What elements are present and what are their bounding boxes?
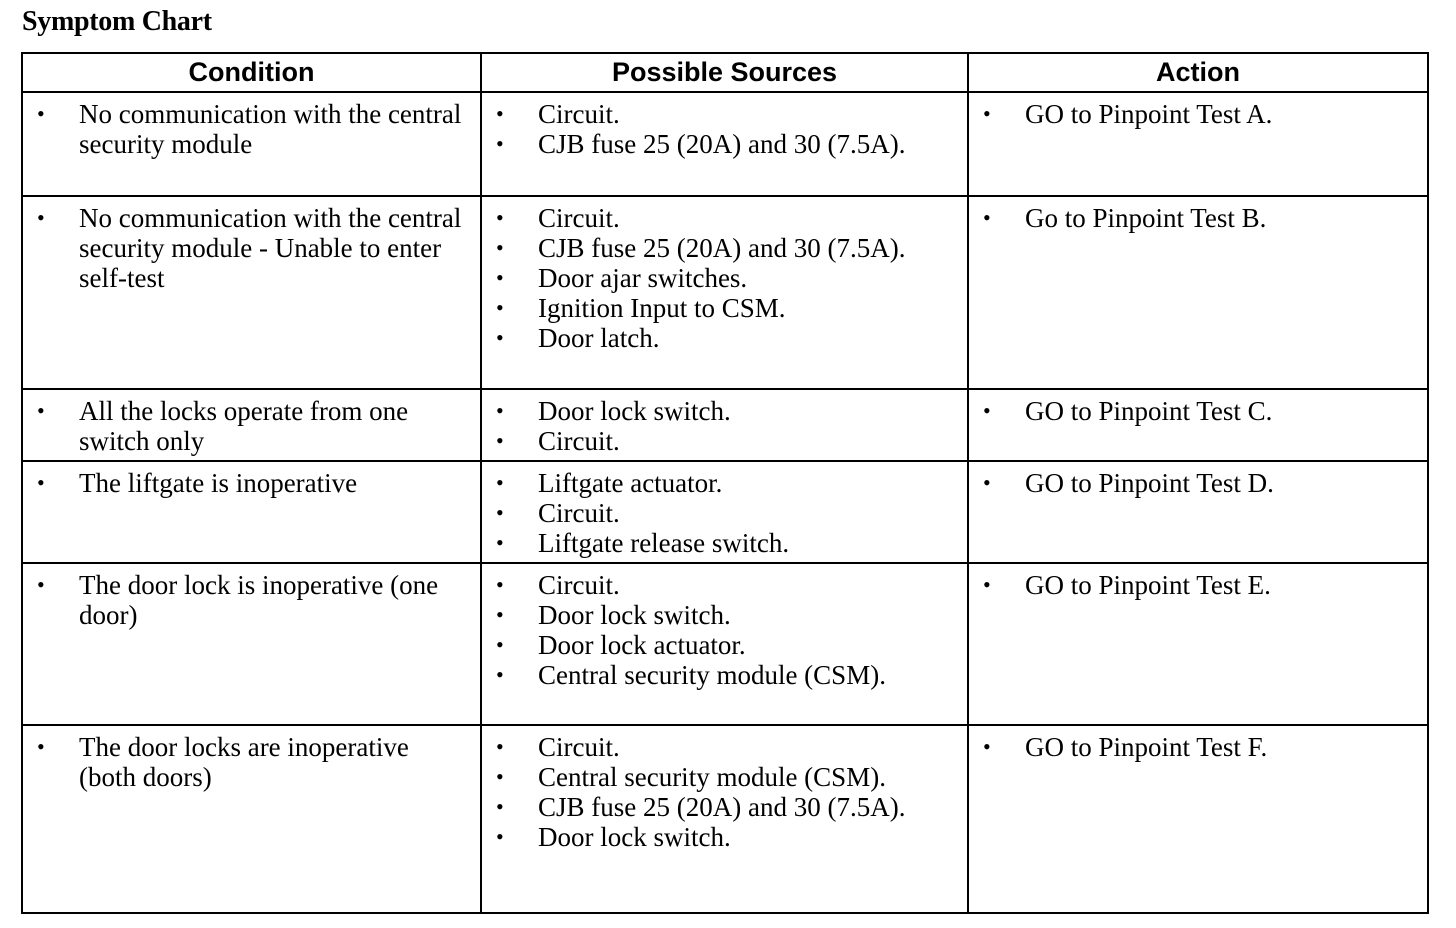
list-item-text: GO to Pinpoint Test A.: [1025, 99, 1273, 129]
condition-list: [23, 197, 480, 293]
list-item: [482, 99, 967, 129]
bullet-icon: •: [496, 602, 504, 627]
condition-cell: [22, 563, 481, 725]
condition-list: [23, 390, 480, 456]
bullet-icon: •: [496, 530, 504, 555]
list-item-text: GO to Pinpoint Test E.: [1025, 570, 1271, 600]
header-possible-sources: Possible Sources: [481, 53, 968, 92]
table-row: [22, 196, 1428, 389]
bullet-icon: •: [496, 470, 504, 495]
condition-cell: [22, 92, 481, 196]
list-item-text: Liftgate release switch.: [538, 528, 790, 558]
bullet-icon: •: [37, 470, 45, 495]
bullet-icon: •: [496, 662, 504, 687]
list-item: [969, 396, 1427, 426]
list-item-text: GO to Pinpoint Test D.: [1025, 468, 1274, 498]
list-item-text: GO to Pinpoint Test C.: [1025, 396, 1273, 426]
bullet-icon: •: [496, 101, 504, 126]
action-list: [969, 93, 1427, 129]
list-item-text: Door lock actuator.: [538, 630, 746, 660]
list-item: [482, 732, 967, 762]
list-item-text: CJB fuse 25 (20A) and 30 (7.5A).: [538, 129, 906, 159]
list-item-text: GO to Pinpoint Test F.: [1025, 732, 1268, 762]
condition-cell: [22, 461, 481, 563]
list-item-text: Door ajar switches.: [538, 263, 748, 293]
list-item: [482, 792, 967, 822]
bullet-icon: •: [983, 205, 991, 230]
bullet-icon: •: [496, 428, 504, 453]
list-item-text: All the locks operate from one switch only: [79, 396, 409, 456]
bullet-icon: •: [496, 794, 504, 819]
bullet-icon: •: [37, 205, 45, 230]
bullet-icon: •: [983, 101, 991, 126]
bullet-icon: •: [496, 398, 504, 423]
list-item: [482, 293, 967, 323]
possible-sources-cell: [481, 725, 968, 913]
bullet-icon: •: [496, 824, 504, 849]
list-item: [23, 732, 480, 792]
bullet-icon: •: [983, 398, 991, 423]
list-item: [482, 498, 967, 528]
list-item-text: Go to Pinpoint Test B.: [1025, 203, 1267, 233]
possible-sources-cell: [481, 461, 968, 563]
list-item-text: Circuit.: [538, 732, 620, 762]
list-item: [482, 203, 967, 233]
bullet-icon: •: [37, 734, 45, 759]
sources-list: [482, 462, 967, 558]
list-item: [482, 263, 967, 293]
list-item-text: Door lock switch.: [538, 822, 731, 852]
chart-title: Symptom Chart: [22, 6, 212, 37]
action-cell: [968, 725, 1428, 913]
list-item: [23, 468, 480, 498]
list-item: [482, 233, 967, 263]
table-row: [22, 461, 1428, 563]
list-item-text: Door lock switch.: [538, 600, 731, 630]
list-item-text: Liftgate actuator.: [538, 468, 723, 498]
list-item-text: The liftgate is inoperative: [79, 468, 358, 498]
condition-list: [23, 93, 480, 159]
table-body: [22, 92, 1428, 913]
list-item: [23, 570, 480, 630]
bullet-icon: •: [496, 235, 504, 260]
list-item-text: No communication with the central security module: [79, 99, 462, 159]
bullet-icon: •: [496, 572, 504, 597]
list-item: [23, 396, 480, 456]
table-row: [22, 389, 1428, 461]
bullet-icon: •: [983, 470, 991, 495]
list-item: [482, 426, 967, 456]
bullet-icon: •: [496, 295, 504, 320]
list-item-text: The door lock is inoperative (one door): [79, 570, 439, 630]
header-row: [22, 53, 1428, 92]
action-list: [969, 390, 1427, 426]
list-item: [23, 203, 480, 293]
action-list: [969, 726, 1427, 762]
action-cell: [968, 389, 1428, 461]
list-item-text: Central security module (CSM).: [538, 660, 886, 690]
list-item: [969, 732, 1427, 762]
list-item: [969, 468, 1427, 498]
list-item-text: No communication with the central security module - Unable to enter self-test: [79, 203, 462, 293]
list-item: [482, 660, 967, 690]
bullet-icon: •: [496, 500, 504, 525]
condition-cell: [22, 389, 481, 461]
possible-sources-cell: [481, 563, 968, 725]
list-item: [482, 528, 967, 558]
list-item-text: Circuit.: [538, 498, 620, 528]
bullet-icon: •: [983, 572, 991, 597]
condition-list: [23, 564, 480, 630]
list-item: [23, 99, 480, 159]
bullet-icon: •: [496, 632, 504, 657]
possible-sources-cell: [481, 92, 968, 196]
bullet-icon: •: [496, 205, 504, 230]
list-item: [482, 323, 967, 353]
list-item: [969, 99, 1427, 129]
bullet-icon: •: [37, 398, 45, 423]
list-item-text: Circuit.: [538, 203, 620, 233]
list-item-text: Circuit.: [538, 426, 620, 456]
header-action: Action: [968, 53, 1428, 92]
list-item: [482, 630, 967, 660]
sources-list: [482, 197, 967, 353]
bullet-icon: •: [983, 734, 991, 759]
list-item-text: Door latch.: [538, 323, 660, 353]
condition-cell: [22, 725, 481, 913]
list-item-text: Door lock switch.: [538, 396, 731, 426]
table-row: [22, 563, 1428, 725]
list-item-text: Circuit.: [538, 570, 620, 600]
list-item-text: The door locks are inoperative (both doors): [79, 732, 409, 792]
bullet-icon: •: [37, 572, 45, 597]
sources-list: [482, 93, 967, 159]
bullet-icon: •: [496, 265, 504, 290]
possible-sources-cell: [481, 196, 968, 389]
bullet-icon: •: [496, 734, 504, 759]
action-list: [969, 197, 1427, 233]
action-cell: [968, 563, 1428, 725]
header-condition: Condition: [22, 53, 481, 92]
list-item: [969, 203, 1427, 233]
list-item: [482, 396, 967, 426]
list-item: [482, 762, 967, 792]
bullet-icon: •: [496, 325, 504, 350]
bullet-icon: •: [496, 131, 504, 156]
list-item: [482, 600, 967, 630]
action-list: [969, 462, 1427, 498]
possible-sources-cell: [481, 389, 968, 461]
condition-cell: [22, 196, 481, 389]
action-cell: [968, 196, 1428, 389]
condition-list: [23, 726, 480, 792]
list-item: [482, 468, 967, 498]
list-item-text: CJB fuse 25 (20A) and 30 (7.5A).: [538, 792, 906, 822]
sources-list: [482, 564, 967, 690]
condition-list: [23, 462, 480, 498]
action-cell: [968, 461, 1428, 563]
sources-list: [482, 390, 967, 456]
table-row: [22, 725, 1428, 913]
list-item: [482, 570, 967, 600]
list-item: [482, 822, 967, 852]
list-item-text: Ignition Input to CSM.: [538, 293, 786, 323]
bullet-icon: •: [37, 101, 45, 126]
symptom-table: [21, 52, 1429, 914]
action-list: [969, 564, 1427, 600]
list-item: [482, 129, 967, 159]
sources-list: [482, 726, 967, 852]
list-item-text: CJB fuse 25 (20A) and 30 (7.5A).: [538, 233, 906, 263]
list-item-text: Central security module (CSM).: [538, 762, 886, 792]
list-item: [969, 570, 1427, 600]
list-item-text: Circuit.: [538, 99, 620, 129]
bullet-icon: •: [496, 764, 504, 789]
table-row: [22, 92, 1428, 196]
action-cell: [968, 92, 1428, 196]
